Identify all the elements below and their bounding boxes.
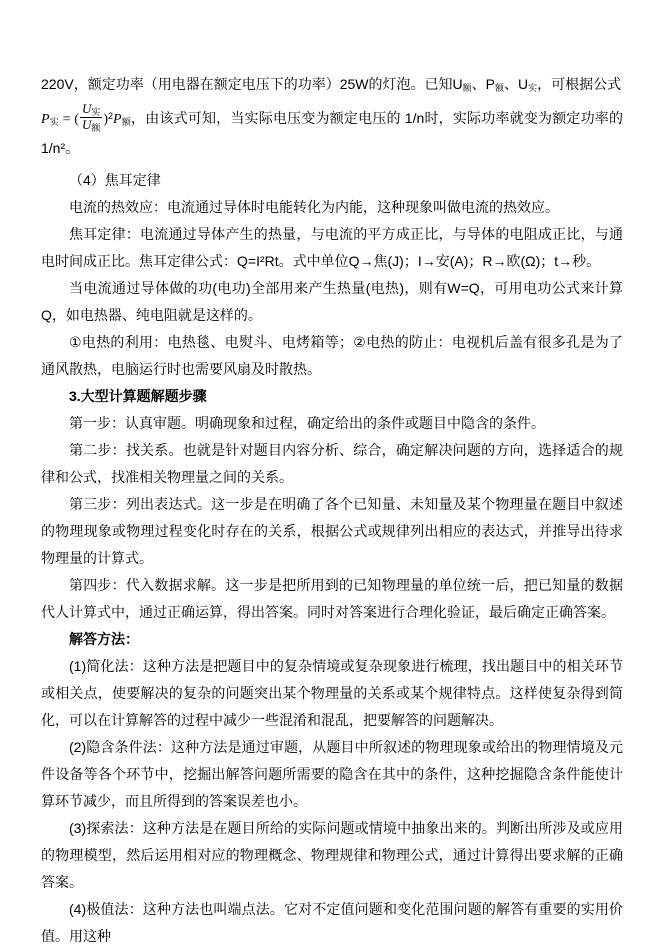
text-run: (4)极值法：这种方法也叫端点法。它对不定值问题和变化范围问题的解答有重要的实用价值。用这种 — [41, 900, 623, 944]
text-run: 220V，额定功率（用电器在额定电压下的功率）25W的灯泡。已知U — [41, 76, 463, 92]
text-run: 第四步：代入数据求解。这一步是把所用到的已知物理量的单位统一后，把已知量的数据代人计算式中，通过正确运算，得出答案。同时对答案进行合理化验证，最后确定正确答案。 — [41, 576, 623, 620]
text-run: (1)简化法：这种方法是把题目中的复杂情境或复杂现象进行梳理，找出题目中的相关环节或相关点，使要解决的复杂的问题突出某个物理量的关系或某个规律特点。这样使复杂得到简化，可以在计算解答的过程中减少一些混淆和混乱，把要解答的问题解决。 — [41, 657, 623, 728]
text-run: 、U — [503, 76, 529, 92]
para-electric-work-heat — [41, 275, 623, 329]
subscript: 额 — [121, 117, 131, 128]
text-run: 焦耳定律：电流通过导体产生的热量，与电流的平方成正比，与导体的电阻成正比，与通电时间成正比。焦耳定律公式：Q=I²Rt。式中单位Q→焦(J)；I→安(A)；R→欧(Ω)；t→秒。 — [41, 225, 623, 269]
text-run: 解答方法： — [69, 630, 139, 647]
para-method-hidden-conditions — [41, 734, 623, 815]
text-run: 第二步：找关系。也就是针对题目内容分析、综合，确定解决问题的方向，选择适合的规律和公式，找准相关物理量之间的关系。 — [41, 441, 623, 485]
subscript: 额 — [91, 122, 101, 133]
heading-answer-methods — [41, 626, 623, 653]
para-step-1 — [41, 410, 623, 437]
para-method-simplify — [41, 653, 623, 734]
text-run: = — [58, 112, 75, 128]
para-step-4 — [41, 572, 623, 626]
para-heat-effect — [41, 194, 623, 221]
fraction-denominator — [80, 118, 102, 133]
para-method-extreme-value — [41, 896, 623, 950]
text-run: (2)隐含条件法：这种方法是通过审题，从题目中所叙述的物理现象或给出的物理情境及元件设备等各个环节中，挖掘出解答问题所需要的隐含在其中的条件，这种挖掘隐含条件能使计算环节减少，而且所得到的答案误差也小。 — [41, 738, 623, 809]
subscript: 实 — [91, 107, 101, 117]
text-run: 当电流通过导体做的功(电功)全部用来产生热量(电热)，则有W=Q，可用电功公式来计算Q，如电热器、纯电阻就是这样的。 — [41, 279, 623, 323]
text-run: 电流的热效应：电流通过导体时电能转化为内能，这种现象叫做电流的热效应。 — [69, 198, 559, 215]
superscript: 2 — [108, 111, 114, 122]
fraction-numerator — [80, 102, 102, 118]
math-variable: P — [113, 112, 122, 128]
math-variable: U — [81, 116, 92, 132]
text-run: 第一步：认真审题。明确现象和过程，确定给出的条件或题目中隐含的条件。 — [69, 414, 545, 431]
text-run: ①电热的利用：电热毯、电熨斗、电烤箱等；②电热的防止：电视机后盖有很多孔是为了通风散热，电脑运行时也需要风扇及时散热。 — [41, 333, 623, 377]
text-run: 第三步：列出表达式。这一步是在明确了各个已知量、未知量及某个物理量在题目中叙述的物理现象或物理过程变化时存在的关系，根据公式或规律列出相应的表达式，并推导出待求物理量的计算式。 — [41, 495, 623, 566]
text-run: ，可根据公式 — [537, 76, 622, 92]
subscript: 额 — [462, 83, 472, 93]
math-variable: U — [81, 101, 92, 116]
subscript: 实 — [528, 83, 538, 93]
text-run: （4）焦耳定律 — [69, 171, 161, 188]
heading-calculation-steps — [41, 383, 623, 410]
text-run: 3.大型计算题解题步骤 — [69, 387, 207, 404]
para-step-2 — [41, 437, 623, 491]
text-run: 、P — [471, 76, 495, 92]
subscript: 额 — [494, 83, 504, 93]
formula-fraction — [80, 102, 102, 133]
text-run: ( — [74, 112, 79, 128]
math-variable: P — [41, 112, 50, 128]
text-run: ，由该式可知，当实际电压变为额定电压的 1/n时，实际功率就变为额定功率的 1/n²。 — [41, 110, 623, 156]
heading-joule-law — [41, 167, 623, 194]
subscript: 实 — [49, 117, 59, 128]
text-run: ) — [103, 112, 109, 128]
para-joule-law — [41, 221, 623, 275]
text-run: (3)探索法：这种方法是在题目所给的实际问题或情境中抽象出来的。判断出所涉及或应用的物理模型，然后运用相对应的物理概念、物理规律和物理公式，通过计算得出要求解的正确答案。 — [41, 819, 623, 890]
para-power-formula — [41, 98, 623, 167]
para-step-3 — [41, 491, 623, 572]
para-rated-power-continuation — [41, 71, 623, 98]
para-heat-use-prevention — [41, 329, 623, 383]
para-method-explore — [41, 815, 623, 896]
